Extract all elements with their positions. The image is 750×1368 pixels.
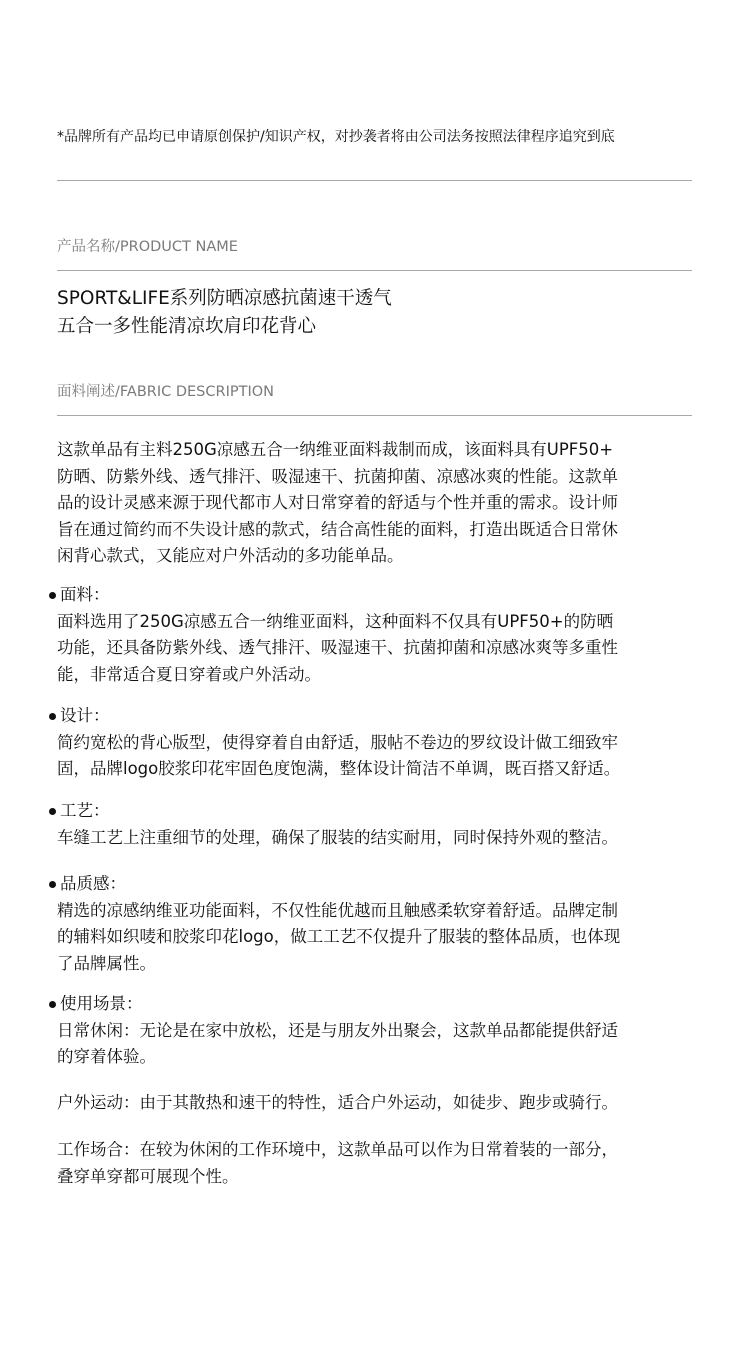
paragraph-line: 能，非常适合夏日穿着或户外活动。 <box>57 664 321 684</box>
paragraph-line: 旨在通过简约而不失设计感的款式，结合高性能的面料，打造出既适合日常休 <box>57 519 618 539</box>
section-heading <box>47 991 697 1018</box>
paragraph-line: 叠穿单穿都可展现个性。 <box>57 1166 239 1186</box>
product-name <box>57 285 697 341</box>
section-heading <box>47 703 697 730</box>
section-body <box>47 609 697 689</box>
fabric-section <box>47 582 697 688</box>
copyright-notice: *品牌所有产品均已申请原创保护/知识产权，对抄袭者将由公司法务按照法律程序追究到底 <box>57 129 615 145</box>
paragraph-line: 日常休闲：无论是在家中放松，还是与朋友外出聚会，这款单品都能提供舒适 <box>57 1020 618 1040</box>
paragraph-line: 工作场合：在较为休闲的工作环境中，这款单品可以作为日常着装的一部分， <box>57 1140 618 1159</box>
product-name-line: SPORT&LIFE系列防晒凉感抗菌速干透气 <box>57 288 392 309</box>
section-heading <box>47 582 697 609</box>
divider <box>57 415 692 416</box>
paragraph-line: 面料选用了250G凉感五合一纳维亚面料，这种面料不仅具有UPF50+的防晒 <box>57 611 614 631</box>
divider <box>57 180 692 181</box>
section-title: 使用场景： <box>60 994 143 1013</box>
paragraph-line: 了品牌属性。 <box>57 953 156 973</box>
section-title: 品质感： <box>60 874 126 893</box>
paragraph-line: 固，品牌logo胶浆印花牢固色度饱满，整体设计简洁不单调，既百搭又舒适。 <box>57 759 621 778</box>
paragraph-line: 品的设计灵感来源于现代都市人对日常穿着的舒适与个性并重的需求。设计师 <box>57 493 618 512</box>
bullet-icon <box>49 808 56 815</box>
bullet-icon <box>49 881 56 888</box>
paragraph-line: 的穿着体验。 <box>57 1047 156 1066</box>
paragraph-line: 车缝工艺上注重细节的处理，确保了服装的结实耐用，同时保持外观的整洁。 <box>57 827 618 847</box>
section-heading <box>47 798 697 825</box>
work-scene <box>57 1137 697 1190</box>
section-body <box>47 1018 697 1071</box>
paragraph-line: 户外运动：由于其散热和速干的特性，适合户外运动，如徒步、跑步或骑行。 <box>57 1093 618 1112</box>
paragraph-line: 的辅料如织唛和胶浆印花logo，做工工艺不仅提升了服装的整体品质，也体现 <box>57 927 621 946</box>
paragraph-line: 闲背心款式，又能应对户外活动的多功能单品。 <box>57 546 404 565</box>
design-section <box>47 703 697 783</box>
bullet-icon <box>49 713 56 720</box>
paragraph-line: 这款单品有主料250G凉感五合一纳维亚面料裁制而成，该面料具有UPF50+ <box>57 440 614 459</box>
section-body <box>47 825 697 852</box>
usage-section <box>47 991 697 1071</box>
section-title: 面料： <box>60 585 110 604</box>
section-heading <box>47 871 697 898</box>
paragraph-line: 功能，还具备防紫外线、透气排汗、吸湿速干、抗菌抑菌和凉感冰爽等多重性 <box>57 638 618 657</box>
section-body <box>47 730 697 783</box>
bullet-icon <box>49 592 56 599</box>
section-body <box>47 898 697 978</box>
section-title: 工艺： <box>60 801 110 820</box>
fabric-intro <box>57 437 697 570</box>
fabric-description-label: 面料阐述/FABRIC DESCRIPTION <box>57 384 274 400</box>
divider <box>57 270 692 271</box>
product-name-label: 产品名称/PRODUCT NAME <box>57 239 238 255</box>
paragraph-line: 精选的凉感纳维亚功能面料，不仅性能优越而且触感柔软穿着舒适。品牌定制 <box>57 900 618 920</box>
quality-section <box>47 871 697 977</box>
product-name-line: 五合一多性能清凉坎肩印花背心 <box>57 316 317 337</box>
paragraph-line: 简约宽松的背心版型，使得穿着自由舒适，服帖不卷边的罗纹设计做工细致牢 <box>57 732 618 752</box>
paragraph-line: 防晒、防紫外线、透气排汗、吸湿速干、抗菌抑菌、凉感冰爽的性能。这款单 <box>57 466 618 486</box>
outdoor-scene <box>57 1090 697 1117</box>
bullet-icon <box>49 1001 56 1008</box>
section-title: 设计： <box>60 706 110 725</box>
craft-section <box>47 798 697 851</box>
